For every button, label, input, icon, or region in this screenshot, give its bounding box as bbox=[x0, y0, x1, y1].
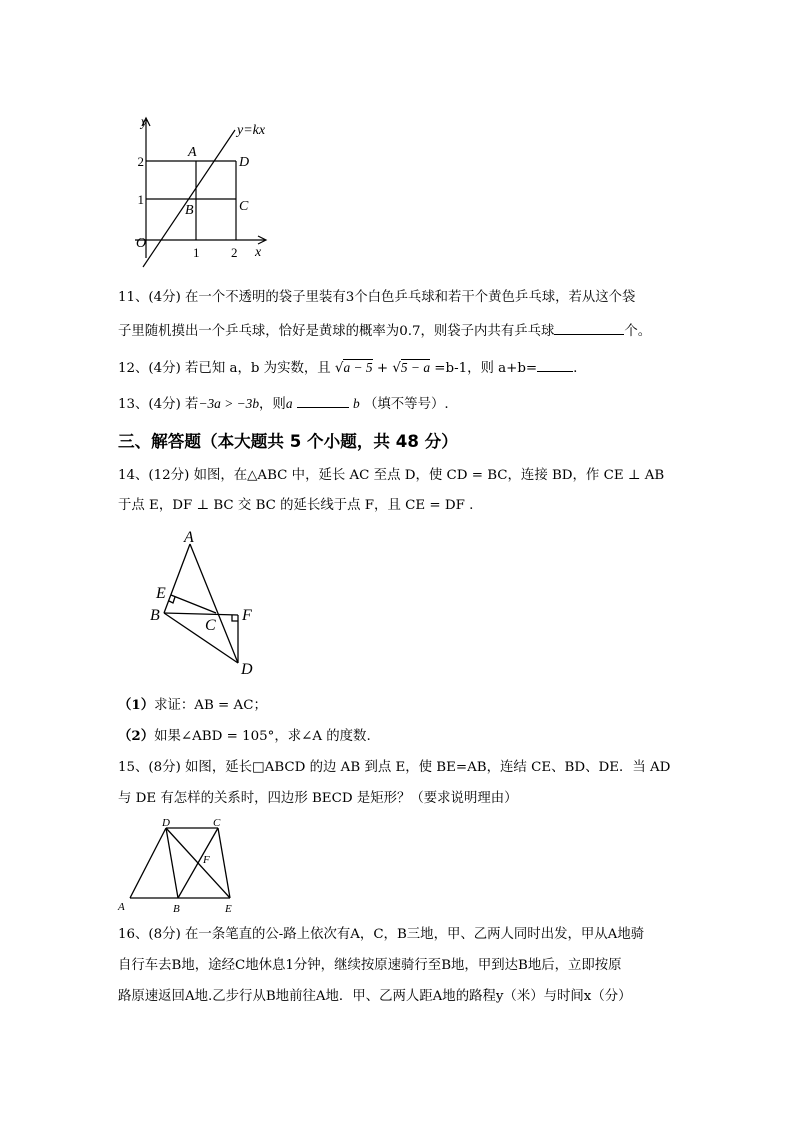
q16-line1: 16、(8分) 在一条笔直的公-路上依次有A，C，B三地，甲、乙两人同时出发，甲从A地骑 bbox=[118, 927, 645, 942]
fig3-label-d: D bbox=[162, 817, 170, 829]
tick-y1: 1 bbox=[137, 192, 144, 207]
q11-line1: 11、(4分) 在一个不透明的袋子里装有3个白色乒乓球和若干个黄色乒乓球，若从这个袋 bbox=[118, 290, 636, 305]
q13-text-b: ，则 bbox=[259, 397, 286, 412]
fig3-label-b: B bbox=[173, 903, 180, 915]
q12-answer-blank bbox=[537, 357, 573, 372]
q11-answer-blank bbox=[554, 320, 624, 335]
tick-x2: 2 bbox=[231, 245, 238, 260]
origin-label: O bbox=[136, 236, 147, 251]
q14-part1-text: 求证：AB = AC； bbox=[154, 698, 267, 713]
q14-line2: 于点 E，DF ⊥ BC 交 BC 的延长线于点 F，且 CE = DF . bbox=[118, 498, 474, 513]
coordinate-figure bbox=[115, 110, 285, 270]
q12-line bbox=[118, 357, 577, 379]
q13-answer-blank bbox=[297, 393, 349, 408]
fig2-label-a: A bbox=[184, 530, 194, 546]
q12-text: 12、(4分) 若已知 a，b 为实数，且 bbox=[118, 361, 331, 376]
q13-hint: （填不等号）. bbox=[364, 397, 449, 412]
x-axis-label: x bbox=[255, 245, 262, 260]
fig3-label-c: C bbox=[213, 817, 221, 829]
q14-part1-index: （1） bbox=[118, 697, 155, 713]
point-a-label: A bbox=[188, 145, 197, 160]
fig3-label-e: E bbox=[225, 903, 232, 915]
fig2-label-c: C bbox=[205, 617, 216, 634]
point-d-label: D bbox=[239, 155, 250, 170]
section-heading: 三、解答题（本大题共 5 个小题，共 48 分） bbox=[118, 432, 458, 451]
q13-text: 13、(4分) 若 bbox=[118, 397, 199, 412]
q16-line2: 自行车去B地，途经C地休息1分钟，继续按原速骑行至B地，甲到达B地后，立即按原 bbox=[118, 958, 622, 973]
q16-line3: 路原速返回A地.乙步行从B地前往A地．甲、乙两人距A地的路程y（米）与时间x（分） bbox=[118, 989, 632, 1004]
q14-part2 bbox=[118, 726, 371, 747]
q12-text-b: =b-1，则 a+b= bbox=[434, 361, 538, 376]
q12-sqrt1: √a − 5 bbox=[334, 360, 373, 376]
fig3-label-f: F bbox=[203, 854, 210, 866]
q11-line2-end: 个。 bbox=[624, 324, 652, 339]
y-axis-label: y bbox=[141, 115, 148, 130]
q14-line1: 14、(12分) 如图，在△ABC 中，延长 AC 至点 D，使 CD = BC，连接 BD，作 CE ⊥ AB bbox=[118, 468, 665, 483]
q12-plus: + bbox=[376, 361, 389, 376]
q13-var-a: a bbox=[285, 396, 293, 411]
q15-line1: 15、(8分) 如图，延长□ABCD 的边 AB 到点 E，使 BE=AB，连结 CE、BD、DE．当 AD bbox=[118, 760, 671, 775]
q13-expr: −3a > −3b bbox=[198, 396, 260, 411]
q12-radicand1: a − 5 bbox=[343, 360, 373, 375]
q14-part2-index: （2） bbox=[118, 728, 155, 744]
q12-end: . bbox=[573, 361, 578, 376]
tick-y2: 2 bbox=[137, 154, 144, 169]
q11-line2 bbox=[118, 320, 651, 342]
fig2-label-d: D bbox=[241, 661, 253, 678]
q14-part1 bbox=[118, 695, 267, 716]
fig2-label-f: F bbox=[242, 607, 252, 624]
triangle-figure bbox=[140, 530, 270, 680]
point-c-label: C bbox=[239, 199, 249, 214]
line-label: y=kx bbox=[237, 123, 266, 138]
q12-sqrt2: √5 − a bbox=[392, 360, 431, 376]
q15-line2: 与 DE 有怎样的关系时，四边形 BECD 是矩形？（要求说明理由） bbox=[118, 791, 518, 806]
tick-x1: 1 bbox=[193, 245, 200, 260]
q13-line bbox=[118, 393, 449, 415]
fig2-label-b: B bbox=[150, 607, 160, 624]
fig2-label-e: E bbox=[156, 585, 166, 602]
fig3-label-a: A bbox=[118, 901, 125, 913]
parallelogram-figure bbox=[115, 815, 245, 917]
q13-var-b: b bbox=[353, 396, 360, 411]
q14-part2-text: 如果∠ABD = 105°，求∠A 的度数. bbox=[154, 729, 371, 744]
q12-radicand2: 5 − a bbox=[400, 360, 431, 375]
point-b-label: B bbox=[185, 203, 194, 218]
q11-line2-text: 子里随机摸出一个乒乓球，恰好是黄球的概率为0.7，则袋子内共有乒乓球 bbox=[118, 324, 555, 339]
